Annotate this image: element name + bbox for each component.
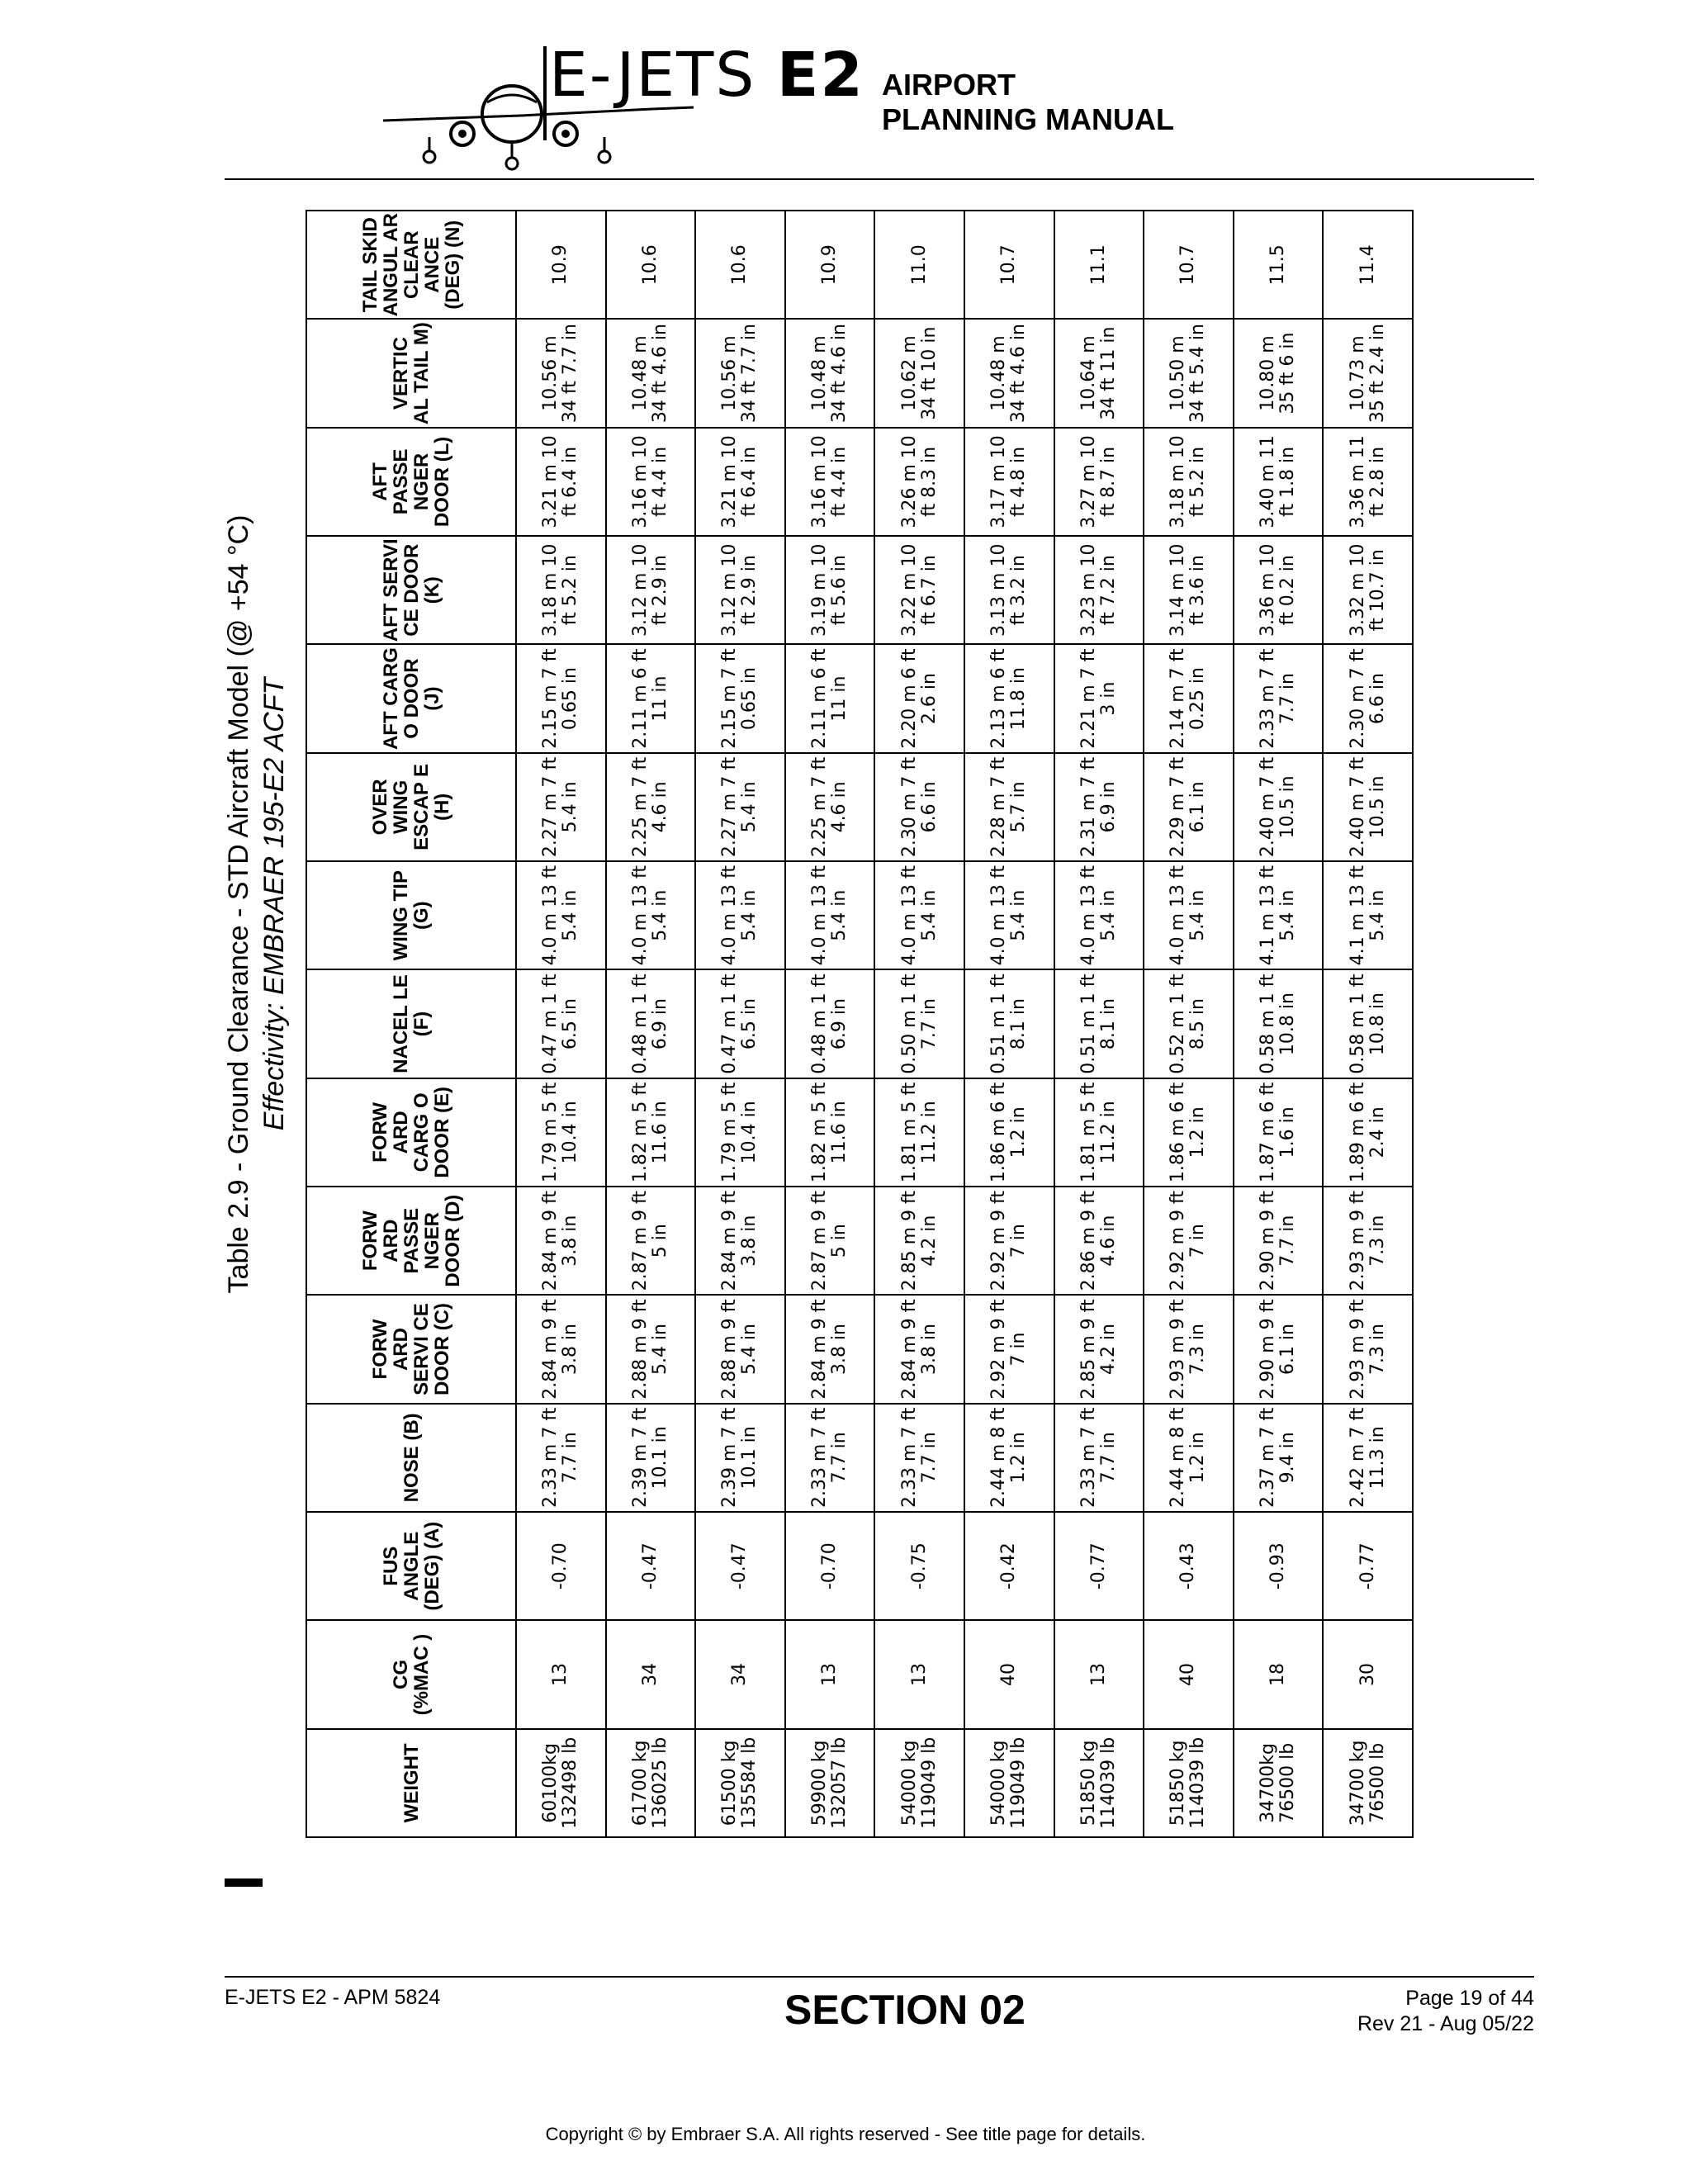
cell-nacelle: 0.52 m 1 ft 8.5 in	[1144, 969, 1234, 1078]
cell-overwing-escape: 2.25 m 7 ft 4.6 in	[606, 753, 696, 861]
cell-vertical-tail: 10.64 m 34 ft 11 in	[1054, 319, 1144, 427]
cell-aft-passenger-door: 3.16 m 10 ft 4.4 in	[606, 428, 696, 536]
cell-overwing-escape: 2.30 m 7 ft 6.6 in	[874, 753, 964, 861]
table-row	[695, 211, 785, 1837]
cell-fus-angle: -0.47	[695, 1512, 785, 1620]
cell-aft-service-door: 3.32 m 10 ft 10.7 in	[1323, 536, 1413, 644]
header-aft-service-door: AFT SERVI CE DOOR (K)	[306, 536, 516, 644]
header-cg: CG (%MAC )	[306, 1620, 516, 1728]
cell-aft-passenger-door: 3.21 m 10 ft 6.4 in	[695, 428, 785, 536]
cell-tail-skid-angle: 11.4	[1323, 211, 1413, 319]
cell-tail-skid-angle: 11.0	[874, 211, 964, 319]
header-aft-passenger-door: AFT PASSE NGER DOOR (L)	[306, 428, 516, 536]
cell-forward-passenger-door: 2.84 m 9 ft 3.8 in	[695, 1187, 785, 1295]
cell-weight: 34700 kg 76500 lb	[1323, 1729, 1413, 1837]
cell-weight: 60100kg 132498 lb	[516, 1729, 606, 1837]
cell-cg: 40	[1144, 1620, 1234, 1728]
cell-aft-passenger-door: 3.26 m 10 ft 8.3 in	[874, 428, 964, 536]
cell-aft-service-door: 3.18 m 10 ft 5.2 in	[516, 536, 606, 644]
cell-tail-skid-angle: 11.5	[1234, 211, 1324, 319]
cell-fus-angle: -0.70	[785, 1512, 875, 1620]
cell-forward-service-door: 2.85 m 9 ft 4.2 in	[1054, 1295, 1144, 1403]
cell-aft-service-door: 3.12 m 10 ft 2.9 in	[695, 536, 785, 644]
cell-aft-passenger-door: 3.36 m 11 ft 2.8 in	[1323, 428, 1413, 536]
cell-forward-passenger-door: 2.90 m 9 ft 7.7 in	[1234, 1187, 1324, 1295]
cell-vertical-tail: 10.80 m 35 ft 6 in	[1234, 319, 1324, 427]
cell-aft-cargo-door: 2.15 m 7 ft 0.65 in	[516, 644, 606, 752]
footer-section-title: SECTION 02	[784, 1987, 1025, 2033]
header-wing-tip: WING TIP (G)	[306, 861, 516, 969]
cell-cg: 34	[695, 1620, 785, 1728]
cell-nose: 2.33 m 7 ft 7.7 in	[874, 1404, 964, 1512]
cell-tail-skid-angle: 10.6	[606, 211, 696, 319]
cell-wing-tip: 4.0 m 13 ft 5.4 in	[1144, 861, 1234, 969]
cell-overwing-escape: 2.27 m 7 ft 5.4 in	[516, 753, 606, 861]
cell-cg: 13	[516, 1620, 606, 1728]
cell-aft-service-door: 3.22 m 10 ft 6.7 in	[874, 536, 964, 644]
header-overwing-escape: OVER WING ESCAP E (H)	[306, 753, 516, 861]
cell-forward-cargo-door: 1.87 m 6 ft 1.6 in	[1234, 1078, 1324, 1187]
cell-forward-cargo-door: 1.86 m 6 ft 1.2 in	[1144, 1078, 1234, 1187]
cell-nose: 2.44 m 8 ft 1.2 in	[1144, 1404, 1234, 1512]
table-body	[516, 211, 1413, 1837]
cell-nose: 2.42 m 7 ft 11.3 in	[1323, 1404, 1413, 1512]
manual-title-line1: AIRPORT	[882, 68, 1016, 102]
header-vertical-tail: VERTIC AL TAIL M)	[306, 319, 516, 427]
cell-aft-cargo-door: 2.13 m 6 ft 11.8 in	[964, 644, 1054, 752]
cell-nose: 2.33 m 7 ft 7.7 in	[516, 1404, 606, 1512]
cell-cg: 30	[1323, 1620, 1413, 1728]
cell-overwing-escape: 2.27 m 7 ft 5.4 in	[695, 753, 785, 861]
cell-nacelle: 0.50 m 1 ft 7.7 in	[874, 969, 964, 1078]
cell-wing-tip: 4.0 m 13 ft 5.4 in	[964, 861, 1054, 969]
cell-aft-passenger-door: 3.40 m 11 ft 1.8 in	[1234, 428, 1324, 536]
table-row	[1234, 211, 1324, 1837]
table-row	[516, 211, 606, 1837]
cell-cg: 13	[785, 1620, 875, 1728]
cell-tail-skid-angle: 10.9	[785, 211, 875, 319]
table-row	[1054, 211, 1144, 1837]
cell-aft-cargo-door: 2.33 m 7 ft 7.7 in	[1234, 644, 1324, 752]
cell-fus-angle: -0.77	[1323, 1512, 1413, 1620]
cell-forward-cargo-door: 1.79 m 5 ft 10.4 in	[695, 1078, 785, 1187]
cell-forward-service-door: 2.84 m 9 ft 3.8 in	[785, 1295, 875, 1403]
cell-cg: 13	[1054, 1620, 1144, 1728]
cell-weight: 51850 kg 114039 lb	[1054, 1729, 1144, 1837]
table-header-row	[306, 211, 516, 1837]
cell-nacelle: 0.58 m 1 ft 10.8 in	[1234, 969, 1324, 1078]
cell-forward-passenger-door: 2.92 m 9 ft 7 in	[1144, 1187, 1234, 1295]
cell-aft-passenger-door: 3.27 m 10 ft 8.7 in	[1054, 428, 1144, 536]
cell-vertical-tail: 10.48 m 34 ft 4.6 in	[785, 319, 875, 427]
cell-weight: 54000 kg 119049 lb	[874, 1729, 964, 1837]
cell-aft-passenger-door: 3.16 m 10 ft 4.4 in	[785, 428, 875, 536]
cell-aft-passenger-door: 3.18 m 10 ft 5.2 in	[1144, 428, 1234, 536]
table-row	[606, 211, 696, 1837]
table-effectivity: Effectivity: EMBRAER 195-E2 ACFT	[258, 677, 290, 1131]
cell-aft-cargo-door: 2.11 m 6 ft 11 in	[785, 644, 875, 752]
cell-vertical-tail: 10.56 m 34 ft 7.7 in	[516, 319, 606, 427]
cell-forward-cargo-door: 1.82 m 5 ft 11.6 in	[785, 1078, 875, 1187]
cell-nose: 2.39 m 7 ft 10.1 in	[695, 1404, 785, 1512]
cell-nacelle: 0.48 m 1 ft 6.9 in	[785, 969, 875, 1078]
cell-forward-service-door: 2.93 m 9 ft 7.3 in	[1144, 1295, 1234, 1403]
cell-cg: 34	[606, 1620, 696, 1728]
cell-aft-cargo-door: 2.14 m 7 ft 0.25 in	[1144, 644, 1234, 752]
cell-forward-service-door: 2.93 m 9 ft 7.3 in	[1323, 1295, 1413, 1403]
cell-wing-tip: 4.0 m 13 ft 5.4 in	[874, 861, 964, 969]
cell-forward-service-door: 2.92 m 9 ft 7 in	[964, 1295, 1054, 1403]
cell-fus-angle: -0.70	[516, 1512, 606, 1620]
logo-text-bold: E2	[776, 40, 864, 111]
footer-page-info	[1321, 1986, 1534, 2037]
header-nose: NOSE (B)	[306, 1404, 516, 1512]
cell-forward-service-door: 2.88 m 9 ft 5.4 in	[606, 1295, 696, 1403]
cell-wing-tip: 4.0 m 13 ft 5.4 in	[1054, 861, 1144, 969]
manual-title	[882, 68, 1174, 137]
cell-vertical-tail: 10.62 m 34 ft 10 in	[874, 319, 964, 427]
cell-forward-cargo-door: 1.86 m 6 ft 1.2 in	[964, 1078, 1054, 1187]
cell-nose: 2.44 m 8 ft 1.2 in	[964, 1404, 1054, 1512]
cell-wing-tip: 4.0 m 13 ft 5.4 in	[785, 861, 875, 969]
header-nacelle: NACEL LE (F)	[306, 969, 516, 1078]
cell-cg: 40	[964, 1620, 1054, 1728]
cell-aft-passenger-door: 3.17 m 10 ft 4.8 in	[964, 428, 1054, 536]
cell-forward-service-door: 2.84 m 9 ft 3.8 in	[874, 1295, 964, 1403]
cell-forward-passenger-door: 2.87 m 9 ft 5 in	[785, 1187, 875, 1295]
manual-title-line2: PLANNING MANUAL	[882, 102, 1174, 136]
cell-tail-skid-angle: 11.1	[1054, 211, 1144, 319]
cell-weight: 51850 kg 114039 lb	[1144, 1729, 1234, 1837]
cell-forward-cargo-door: 1.82 m 5 ft 11.6 in	[606, 1078, 696, 1187]
cell-aft-service-door: 3.19 m 10 ft 5.6 in	[785, 536, 875, 644]
header-forward-service-door: FORW ARD SERVI CE DOOR (C)	[306, 1295, 516, 1403]
cell-forward-service-door: 2.90 m 9 ft 6.1 in	[1234, 1295, 1324, 1403]
cell-nacelle: 0.47 m 1 ft 6.5 in	[516, 969, 606, 1078]
cell-fus-angle: -0.93	[1234, 1512, 1324, 1620]
cell-wing-tip: 4.0 m 13 ft 5.4 in	[516, 861, 606, 969]
logo-text-light: E-JETS	[549, 40, 777, 111]
cell-fus-angle: -0.43	[1144, 1512, 1234, 1620]
cell-fus-angle: -0.42	[964, 1512, 1054, 1620]
cell-weight: 59900 kg 132057 lb	[785, 1729, 875, 1837]
cell-cg: 13	[874, 1620, 964, 1728]
cell-aft-cargo-door: 2.11 m 6 ft 11 in	[606, 644, 696, 752]
cell-forward-passenger-door: 2.85 m 9 ft 4.2 in	[874, 1187, 964, 1295]
cell-aft-passenger-door: 3.21 m 10 ft 6.4 in	[516, 428, 606, 536]
cell-weight: 61700 kg 136025 lb	[606, 1729, 696, 1837]
cell-fus-angle: -0.77	[1054, 1512, 1144, 1620]
cell-aft-service-door: 3.14 m 10 ft 3.6 in	[1144, 536, 1234, 644]
cell-nose: 2.37 m 7 ft 9.4 in	[1234, 1404, 1324, 1512]
cell-overwing-escape: 2.31 m 7 ft 6.9 in	[1054, 753, 1144, 861]
table-row	[785, 211, 875, 1837]
cell-vertical-tail: 10.48 m 34 ft 4.6 in	[964, 319, 1054, 427]
cell-vertical-tail: 10.48 m 34 ft 4.6 in	[606, 319, 696, 427]
cell-wing-tip: 4.0 m 13 ft 5.4 in	[695, 861, 785, 969]
header-forward-cargo-door: FORW ARD CARG O DOOR (E)	[306, 1078, 516, 1187]
cell-vertical-tail: 10.56 m 34 ft 7.7 in	[695, 319, 785, 427]
cell-tail-skid-angle: 10.6	[695, 211, 785, 319]
copyright-notice: Copyright © by Embraer S.A. All rights reserved - See title page for details.	[545, 2124, 1146, 2144]
header-tail-skid-angular-clearance: TAIL SKID ANGUL AR CLEAR ANCE (DEG) (N)	[306, 211, 516, 319]
cell-nose: 2.39 m 7 ft 10.1 in	[606, 1404, 696, 1512]
cell-weight: 54000 kg 119049 lb	[964, 1729, 1054, 1837]
cell-fus-angle: -0.47	[606, 1512, 696, 1620]
cell-forward-cargo-door: 1.79 m 5 ft 10.4 in	[516, 1078, 606, 1187]
cell-forward-service-door: 2.84 m 9 ft 3.8 in	[516, 1295, 606, 1403]
cell-forward-passenger-door: 2.93 m 9 ft 7.3 in	[1323, 1187, 1413, 1295]
table-row	[964, 211, 1054, 1837]
table-row	[1144, 211, 1234, 1837]
cell-overwing-escape: 2.28 m 7 ft 5.7 in	[964, 753, 1054, 861]
cell-forward-cargo-door: 1.81 m 5 ft 11.2 in	[1054, 1078, 1144, 1187]
cell-overwing-escape: 2.29 m 7 ft 6.1 in	[1144, 753, 1234, 861]
cell-aft-service-door: 3.36 m 10 ft 0.2 in	[1234, 536, 1324, 644]
cell-forward-service-door: 2.88 m 9 ft 5.4 in	[695, 1295, 785, 1403]
cell-nose: 2.33 m 7 ft 7.7 in	[785, 1404, 875, 1512]
cell-tail-skid-angle: 10.7	[964, 211, 1054, 319]
table-row	[874, 211, 964, 1837]
table-row	[1323, 211, 1413, 1837]
cell-overwing-escape: 2.40 m 7 ft 10.5 in	[1234, 753, 1324, 861]
cell-nacelle: 0.47 m 1 ft 6.5 in	[695, 969, 785, 1078]
cell-aft-service-door: 3.12 m 10 ft 2.9 in	[606, 536, 696, 644]
cell-tail-skid-angle: 10.7	[1144, 211, 1234, 319]
cell-overwing-escape: 2.25 m 7 ft 4.6 in	[785, 753, 875, 861]
header-divider	[225, 178, 1534, 180]
footer-page-number: Page 19 of 44	[1405, 1987, 1534, 2010]
cell-aft-cargo-door: 2.21 m 7 ft 3 in	[1054, 644, 1144, 752]
cell-weight: 34700kg 76500 lb	[1234, 1729, 1324, 1837]
table-title: Table 2.9 - Ground Clearance - STD Aircraft Model (@ +54 °C)	[223, 514, 254, 1294]
cell-cg: 18	[1234, 1620, 1324, 1728]
cell-forward-passenger-door: 2.87 m 9 ft 5 in	[606, 1187, 696, 1295]
cell-forward-passenger-door: 2.84 m 9 ft 3.8 in	[516, 1187, 606, 1295]
cell-forward-passenger-door: 2.86 m 9 ft 4.6 in	[1054, 1187, 1144, 1295]
cell-forward-cargo-door: 1.89 m 6 ft 2.4 in	[1323, 1078, 1413, 1187]
cell-nacelle: 0.51 m 1 ft 8.1 in	[1054, 969, 1144, 1078]
cell-nacelle: 0.51 m 1 ft 8.1 in	[964, 969, 1054, 1078]
cell-aft-service-door: 3.23 m 10 ft 7.2 in	[1054, 536, 1144, 644]
cell-fus-angle: -0.75	[874, 1512, 964, 1620]
cell-forward-passenger-door: 2.92 m 9 ft 7 in	[964, 1187, 1054, 1295]
footer-divider	[225, 1976, 1534, 1978]
cell-wing-tip: 4.0 m 13 ft 5.4 in	[606, 861, 696, 969]
cell-aft-cargo-door: 2.15 m 7 ft 0.65 in	[695, 644, 785, 752]
cell-vertical-tail: 10.73 m 35 ft 2.4 in	[1323, 319, 1413, 427]
change-bar-mark	[225, 1878, 263, 1887]
cell-vertical-tail: 10.50 m 34 ft 5.4 in	[1144, 319, 1234, 427]
cell-forward-cargo-door: 1.81 m 5 ft 11.2 in	[874, 1078, 964, 1187]
cell-aft-cargo-door: 2.20 m 6 ft 2.6 in	[874, 644, 964, 752]
footer-revision: Rev 21 - Aug 05/22	[1357, 2012, 1534, 2035]
cell-nacelle: 0.58 m 1 ft 10.8 in	[1323, 969, 1413, 1078]
header-weight: WEIGHT	[306, 1729, 516, 1837]
cell-tail-skid-angle: 10.9	[516, 211, 606, 319]
cell-weight: 61500 kg 135584 lb	[695, 1729, 785, 1837]
header-fus-angle: FUS ANGLE (DEG) (A)	[306, 1512, 516, 1620]
logo-wordmark	[549, 40, 864, 111]
header-aft-cargo-door: AFT CARG O DOOR (J)	[306, 644, 516, 752]
header-forward-passenger-door: FORW ARD PASSE NGER DOOR (D)	[306, 1187, 516, 1295]
footer-document-id: E-JETS E2 - APM 5824	[225, 1986, 441, 2009]
ground-clearance-table-wrapper	[306, 210, 1414, 1838]
ground-clearance-table	[306, 210, 1414, 1838]
cell-wing-tip: 4.1 m 13 ft 5.4 in	[1323, 861, 1413, 969]
cell-aft-cargo-door: 2.30 m 7 ft 6.6 in	[1323, 644, 1413, 752]
cell-nacelle: 0.48 m 1 ft 6.9 in	[606, 969, 696, 1078]
cell-overwing-escape: 2.40 m 7 ft 10.5 in	[1323, 753, 1413, 861]
cell-nose: 2.33 m 7 ft 7.7 in	[1054, 1404, 1144, 1512]
cell-wing-tip: 4.1 m 13 ft 5.4 in	[1234, 861, 1324, 969]
cell-aft-service-door: 3.13 m 10 ft 3.2 in	[964, 536, 1054, 644]
